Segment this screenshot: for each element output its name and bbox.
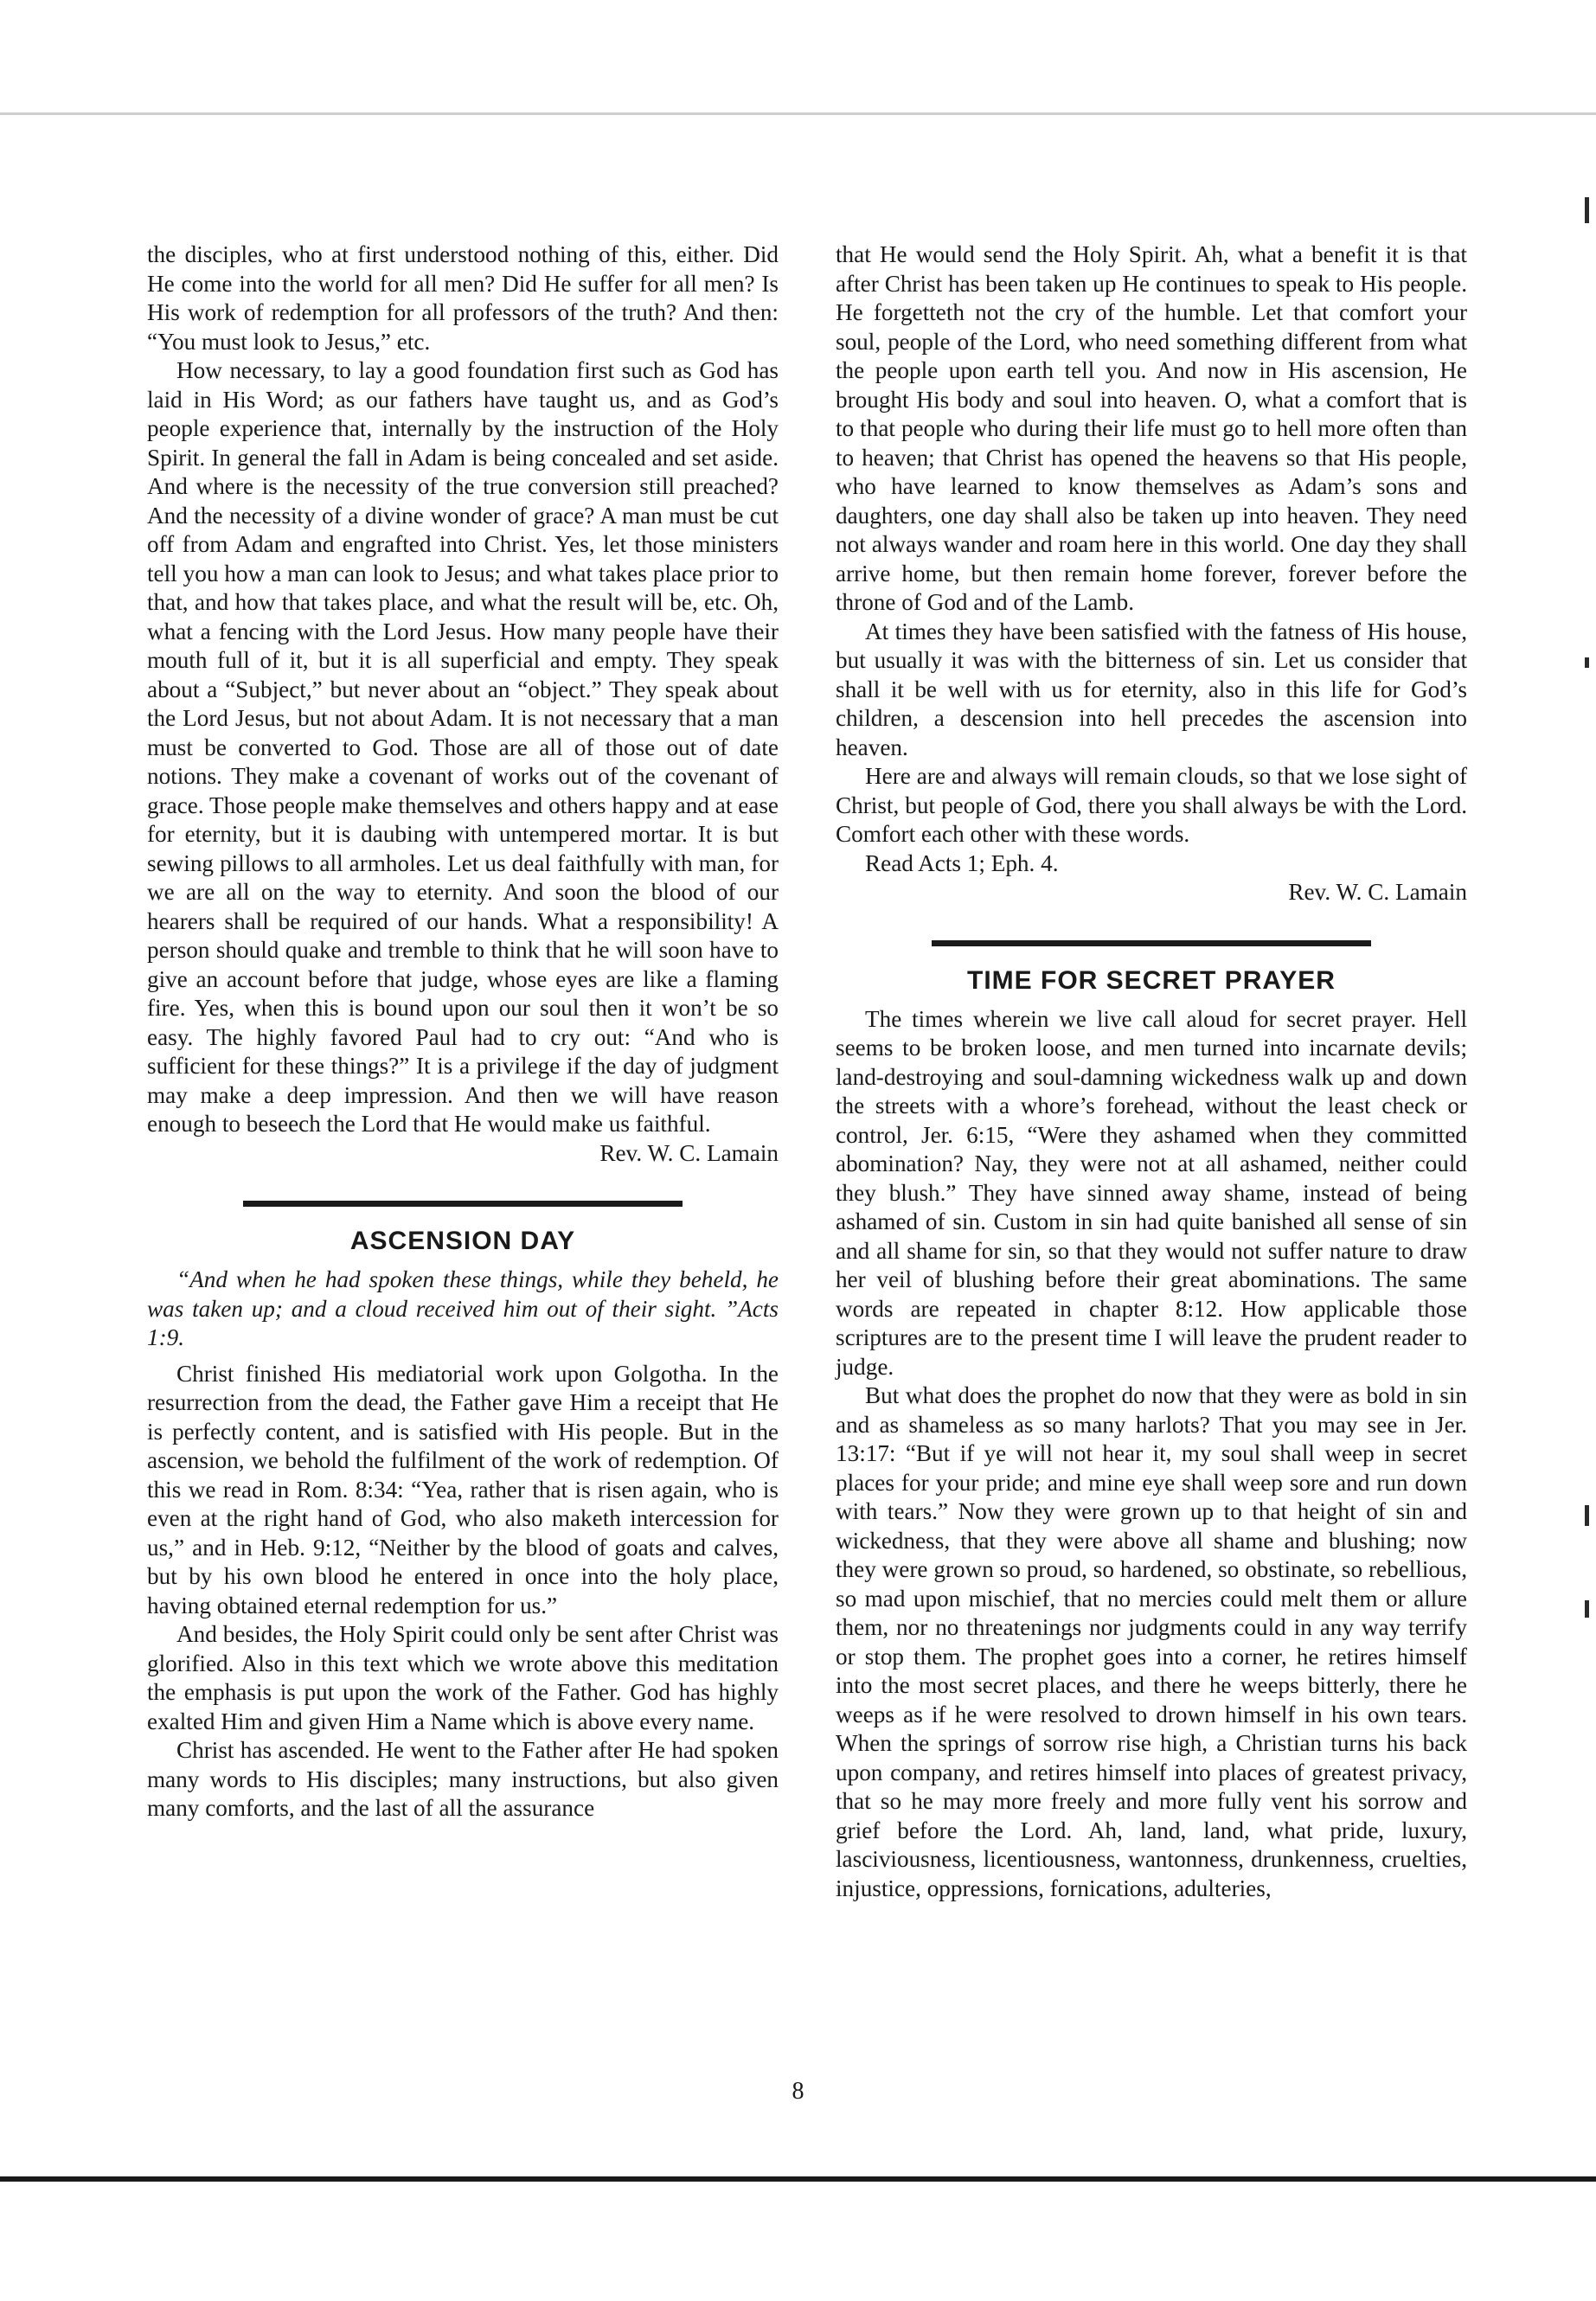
- left-column: [147, 240, 779, 1823]
- author-signature: Rev. W. C. Lamain: [1288, 879, 1467, 905]
- paragraph: How necessary, to lay a good foundation first such as God has laid in His Word; as our fathers have taught us, and as God’s people experience that, internally by the instruction of the Holy Spirit. In general the fall in Adam is being concealed and set aside. And where is the necessity of the true conversion still preached? And the necessity of a divine wonder of grace? A man must be cut off from Adam and engrafted into Christ. Yes, let those ministers tell you how a man can look to Jesus; and what takes place prior to that, and how that takes place, and what the result will be, etc. Oh, what a fencing with the Lord Jesus. How many people have their mouth full of it, but it is all superficial and empty. They speak about a “Subject,” but never about an “object.” They speak about the Lord Jesus, but not about Adam. It is not necessary that a man must be converted to God. Those are all of those out of date notions. They make a covenant of works out of the covenant of grace. Those people make themselves and others happy and at ease for eternity, but it is daubing with untempered mortar. It is but sewing pillows to all armholes. Let us deal faithfully with man, for we are all on the way to eternity. And soon the blood of our hearers shall be required of our hands. What a responsibility! A person should quake and tremble to think that he will soon have to give an account before that judge, whose eyes are like a flaming fire. Yes, when this is bound upon our soul then it won’t be so easy. The highly favored Paul had to cry out: “And who is sufficient for these things?” It is a privilege if the day of judgment may make a deep impression. And then we will have reason enough to beseech the Lord that He would make us faithful.: [147, 357, 779, 1137]
- epigraph-reference: Acts 1:9.: [147, 1295, 779, 1350]
- paragraph: But what does the prophet do now that they were as bold in sin and as shameless as so many harlots? That you may see in Jer. 13:17: “But if ye will not hear it, my soul shall weep in secret places for your pride; and mine eye shall weep sore and run down with tears.” Now they were grown up to that height of sin and wickedness, that they were above all shame and blushing; now they were grown so proud, so hardened, so obstinate, so rebellious, so mad upon mischief, that no mercies could melt them or allure them, nor no threatenings nor judgments could in any way terrify or stop them. The prophet goes into a corner, he retires himself into the most secret places, and there he weeps bitterly, there he weeps as if he were resolved to drown himself in his own tears. When the springs of sorrow rise high, a Christian turns his back upon company, and retires himself into places of greatest privacy, that so he may more freely and more fully vent his sorrow and grief before the Lord. Ah, land, land, what pride, luxury, lasciviousness, licentiousness, wantonness, drunkenness, cruelties, injustice, oppressions, fornications, adulteries,: [836, 1382, 1467, 1901]
- paragraph: Christ has ascended. He went to the Father after He had spoken many words to His disciples; many instructions, but also given many comforts, and the last of all the assurance: [147, 1737, 779, 1821]
- epigraph-text: “And when he had spoken these things, while they beheld, he was taken up; and a cloud received him out of their sight. ”: [147, 1266, 779, 1322]
- epigraph: [147, 1266, 779, 1353]
- scan-edge-mark: [1585, 1505, 1589, 1526]
- scan-edge-mark: [1585, 657, 1589, 668]
- author-signature: Rev. W. C. Lamain: [599, 1139, 779, 1166]
- paragraph: that He would send the Holy Spirit. Ah, what a benefit it is that after Christ has been taken up He continues to speak to His people. He forgetteth not the cry of the humble. Let that comfort your soul, people of the Lord, who need something different from what the people upon earth tell you. And now in His ascension, He brought His body and soul into heaven. O, what a comfort that is to that people who during their life must go to hell more often than to heaven; that Christ has opened the heavens so that His people, who have learned to know themselves as Adam’s sons and daughters, one day shall also be taken up into heaven. They need not always wander and roam here in this world. One day they shall arrive home, but then remain home forever, forever before the throne of God and of the Lamb.: [836, 241, 1467, 615]
- page-number: 8: [792, 2078, 804, 2105]
- paragraph: And besides, the Holy Spirit could only be sent after Christ was glorified. Also in this text which we wrote above this meditation the emphasis is put upon the work of the Father. God has highly exalted Him and given Him a Name which is above every name.: [147, 1621, 779, 1734]
- section-heading-time-for-secret-prayer: TIME FOR SECRET PRAYER: [967, 965, 1336, 995]
- paragraph: At times they have been satisfied with the fatness of His house, but usually it was with the bitterness of sin. Let us consider that shall it be well with us for eternity, also in this life for God’s children, a descension into hell precedes the ascension into heaven.: [836, 618, 1467, 760]
- page-bottom-edge: [0, 2176, 1596, 2182]
- reading-reference: Read Acts 1; Eph. 4.: [865, 849, 1059, 876]
- section-divider: [243, 1201, 683, 1207]
- paragraph: The times wherein we live call aloud for secret prayer. Hell seems to be broken loose, and men turned into incarnate devils; land-destroying and soul-damning wickedness walk up and down the streets with a whore’s forehead, without the least check or control, Jer. 6:15, “Were they ashamed when they committed abomination? Nay, they were not at all ashamed, neither could they blush.” They have sinned away shame, instead of being ashamed of sin. Custom in sin had quite banished all sense of sin and all shame for sin, so that they would not suffer nature to draw her veil of blushing before their great abominations. The same words are repeated in chapter 8:12. How applicable those scriptures are to the present time I will leave the prudent reader to judge.: [836, 1005, 1467, 1380]
- scan-edge-mark: [1585, 1600, 1589, 1618]
- paragraph: the disciples, who at first understood nothing of this, either. Did He come into the world for all men? Did He suffer for all men? Is His work of redemption for all professors of the truth? And then: “You must look to Jesus,” etc.: [147, 241, 779, 355]
- paragraph: Christ finished His mediatorial work upon Golgotha. In the resurrection from the dead, the Father gave Him a receipt that He is perfectly content, and is satisfied with His people. But in the ascension, we behold the fulfilment of the work of redemption. Of this we read in Rom. 8:34: “Yea, rather that is risen again, who is even at the right hand of God, who also maketh intercession for us,” and in Heb. 9:12, “Neither by the blood of goats and calves, but by his own blood he entered in once into the holy place, having obtained eternal redemption for us.”: [147, 1360, 779, 1618]
- paragraph: Here are and always will remain clouds, so that we lose sight of Christ, but people of God, there you shall always be with the Lord. Comfort each other with these words.: [836, 763, 1467, 847]
- right-column: [836, 240, 1467, 1903]
- page-top-edge: [0, 112, 1596, 115]
- scan-edge-mark: [1585, 197, 1589, 223]
- section-heading-ascension-day: ASCENSION DAY: [349, 1227, 576, 1255]
- section-divider: [932, 940, 1371, 946]
